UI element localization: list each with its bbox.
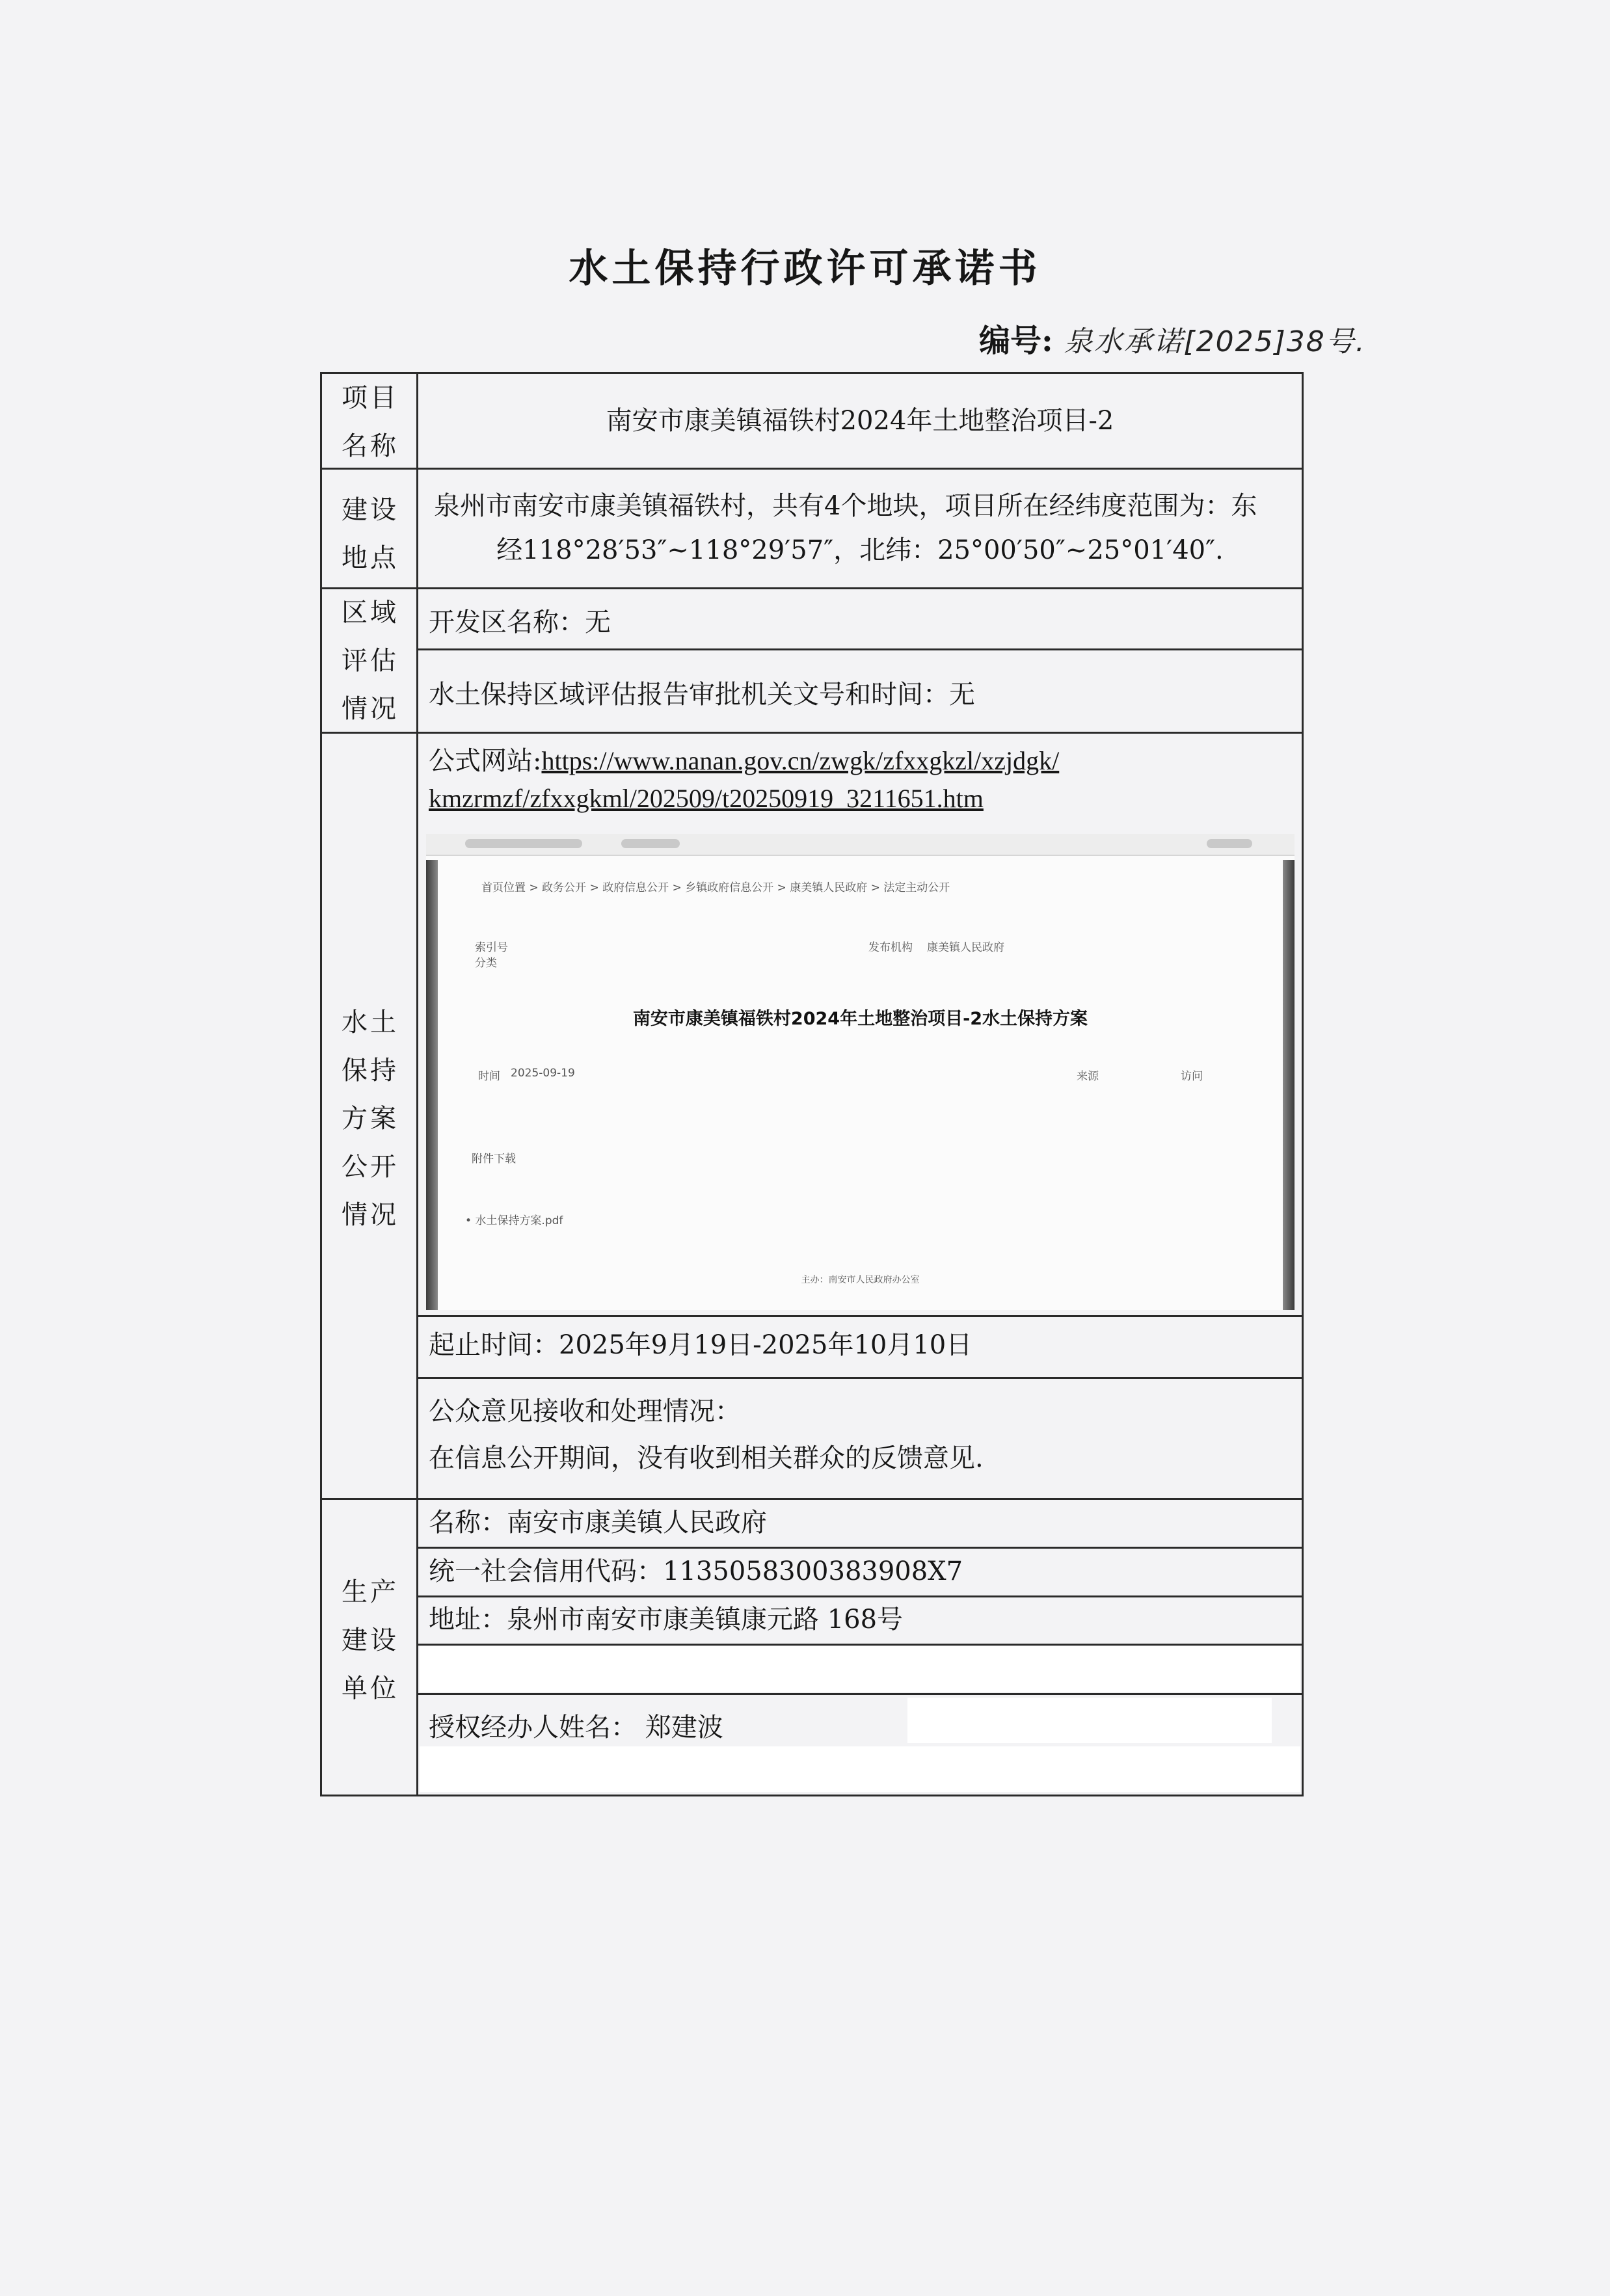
row-divider bbox=[322, 587, 1302, 589]
feedback-text: 在信息公开期间，没有收到相关群众的反馈意见. bbox=[429, 1443, 984, 1473]
publish-website-label: 公式网站: bbox=[429, 746, 542, 776]
dev-zone-name: 开发区名称：无 bbox=[429, 607, 611, 637]
browser-toolbar bbox=[426, 834, 1295, 856]
website-screenshot bbox=[426, 834, 1295, 1310]
disclosure-period: 起止时间：2025年9月19日-2025年10月10日 bbox=[429, 1330, 973, 1360]
row-divider bbox=[418, 1315, 1302, 1317]
publish-url-line-2[interactable]: kmzrmzf/zfxxgkml/202509/t20250919_3211651.htm bbox=[429, 784, 984, 813]
disclosure-label bbox=[322, 998, 418, 1239]
screenshot-shadow-left bbox=[426, 860, 438, 1310]
screenshot-category-label: 分类 bbox=[475, 957, 497, 970]
screenshot-heading: 南安市康美镇福铁村2024年土地整治项目-2水土保持方案 bbox=[632, 1009, 1088, 1029]
screenshot-attachment-file-name: 水土保持方案.pdf bbox=[475, 1214, 563, 1227]
label-line: 水土 bbox=[342, 1008, 399, 1037]
publish-url-line-1[interactable]: https://www.nanan.gov.cn/zwgk/zfxxgkzl/xzjdgk/ bbox=[541, 746, 1060, 775]
redacted-field bbox=[420, 1746, 1300, 1792]
location-line-2: 经118°28′53″~118°29′57″，北纬：25°00′50″~25°01′40″. bbox=[496, 535, 1224, 565]
screenshot-issuer-value: 康美镇人民政府 bbox=[927, 941, 1004, 954]
publish-url-line-2-wrap bbox=[429, 776, 984, 821]
label-line: 建设 bbox=[342, 1625, 399, 1655]
screenshot-index-label: 索引号 bbox=[475, 941, 508, 954]
row-divider bbox=[418, 648, 1302, 650]
label-line: 单位 bbox=[342, 1674, 399, 1703]
label-line: 区域 bbox=[342, 598, 399, 628]
unit-credit-code: 统一社会信用代码：1135058300383908X7 bbox=[429, 1556, 963, 1586]
screenshot-date-label: 时间 bbox=[478, 1070, 500, 1083]
screenshot-visit-label: 访问 bbox=[1181, 1070, 1203, 1083]
screenshot-date-value: 2025-09-19 bbox=[511, 1067, 575, 1080]
row-divider bbox=[418, 1377, 1302, 1379]
location-line-1: 泉州市南安市康美镇福铁村，共有4个地块，项目所在经纬度范围为：东 bbox=[434, 491, 1257, 521]
unit-label bbox=[322, 1568, 418, 1713]
label-line: 建设 bbox=[342, 495, 399, 525]
label-line: 情况 bbox=[342, 1200, 399, 1230]
label-line: 情况 bbox=[342, 694, 399, 724]
document-number-handwritten: 泉水承诺[2025]38号. bbox=[1064, 325, 1366, 358]
location-label bbox=[322, 486, 418, 582]
row-divider bbox=[418, 1644, 1302, 1646]
screenshot-source-label: 来源 bbox=[1077, 1070, 1099, 1083]
label-line: 保持 bbox=[342, 1056, 399, 1086]
screenshot-footer: 主办：南安市人民政府办公室 bbox=[801, 1275, 920, 1285]
label-line: 生产 bbox=[342, 1577, 399, 1607]
redacted-field bbox=[420, 1646, 1300, 1692]
feedback-title: 公众意见接收和处理情况： bbox=[429, 1396, 741, 1426]
redacted-field bbox=[907, 1698, 1272, 1743]
screenshot-attachment-file: • 水土保持方案.pdf bbox=[465, 1214, 563, 1227]
assessment-approval: 水土保持区域评估报告审批机关文号和时间：无 bbox=[429, 680, 975, 710]
document-number-label: 编号: bbox=[979, 323, 1053, 359]
label-line: 地点 bbox=[342, 543, 399, 573]
document-title: 水土保持行政许可承诺书 bbox=[569, 246, 1041, 291]
screenshot-attachments-label: 附件下载 bbox=[472, 1153, 516, 1166]
screenshot-breadcrumb: 首页位置 > 政务公开 > 政府信息公开 > 乡镇政府信息公开 > 康美镇人民政府 > 法定主动公开 bbox=[481, 881, 950, 894]
commitment-form-table bbox=[320, 372, 1304, 1796]
regional-assessment-label bbox=[322, 589, 418, 733]
unit-agent: 授权经办人姓名： 郑建波 bbox=[429, 1713, 723, 1742]
label-line: 方案 bbox=[342, 1104, 399, 1134]
unit-address: 地址：泉州市南安市康美镇康元路 168号 bbox=[429, 1605, 904, 1635]
label-line: 公开 bbox=[342, 1152, 399, 1182]
project-name-value: 南安市康美镇福铁村2024年土地整治项目-2 bbox=[606, 406, 1114, 436]
row-divider bbox=[418, 1693, 1302, 1695]
screenshot-issuer-label: 发布机构 bbox=[868, 941, 913, 954]
row-divider bbox=[322, 732, 1302, 734]
project-name-label bbox=[322, 374, 418, 468]
row-divider bbox=[322, 468, 1302, 470]
screenshot-shadow-right bbox=[1283, 860, 1295, 1310]
label-line: 评估 bbox=[342, 646, 399, 676]
label-line: 名称 bbox=[342, 431, 399, 461]
unit-name: 名称：南安市康美镇人民政府 bbox=[429, 1508, 767, 1538]
label-line: 项目 bbox=[342, 383, 399, 413]
document-number bbox=[979, 315, 1366, 360]
